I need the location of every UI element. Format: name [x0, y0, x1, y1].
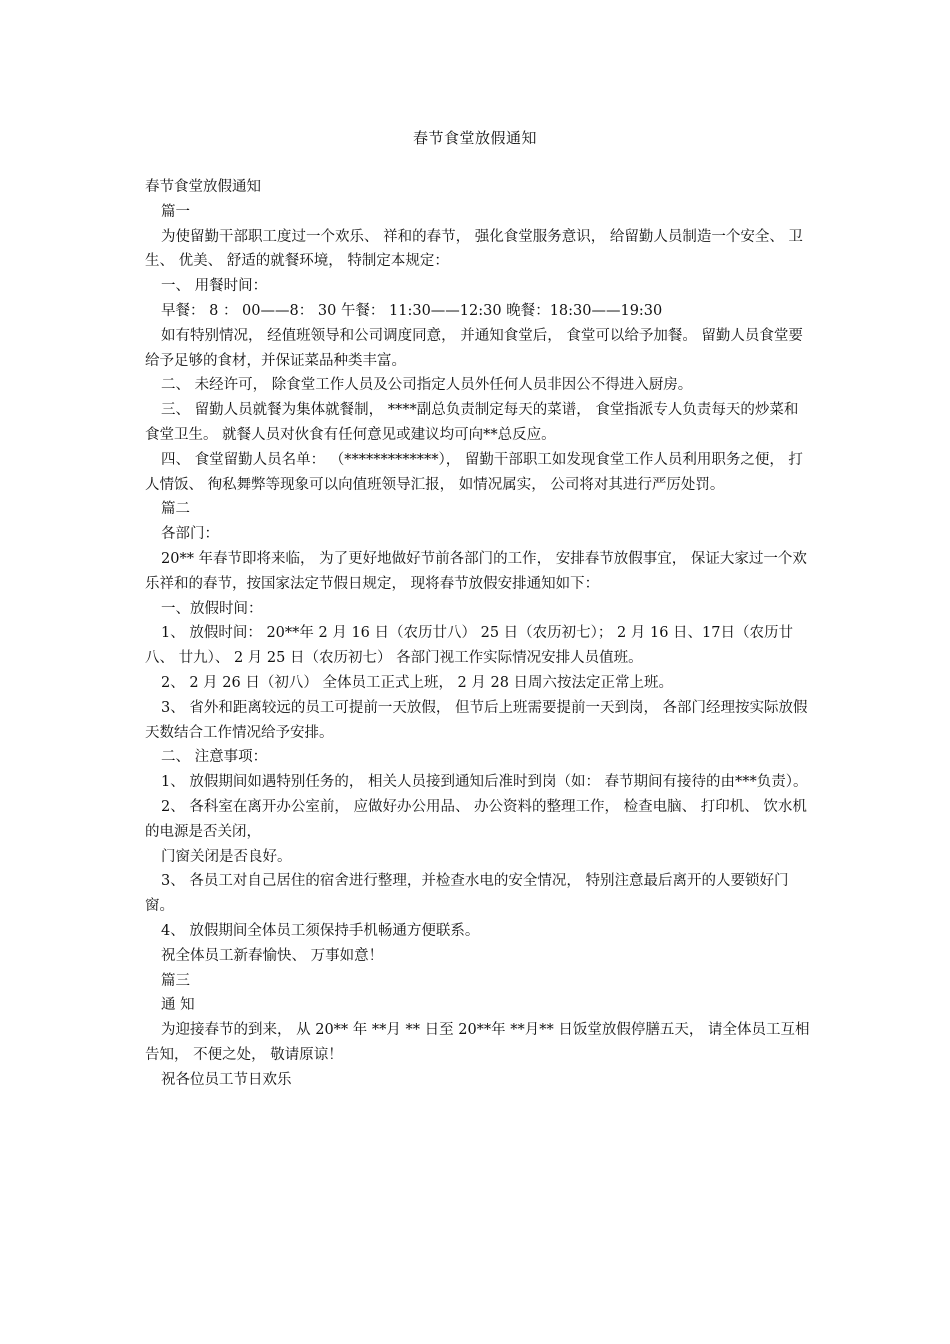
paragraph: 为使留勤干部职工度过一个欢乐、 祥和的春节， 强化食堂服务意识， 给留勤人员制造一个安全、 卫生、 优美、 舒适的就餐环境， 特制定本规定：: [145, 228, 803, 270]
paragraph: 1、 放假期间如遇特别任务的， 相关人员接到通知后准时到岗（如： 春节期间有接待的由***负责）。: [161, 774, 808, 791]
section-heading-part-3: 篇三: [161, 972, 190, 989]
paragraph: 20** 年春节即将来临， 为了更好地做好节前各部门的工作， 安排春节放假事宜， 保证大家过一个欢乐祥和的春节，按国家法定节假日规定， 现将春节放假安排通知如下：: [145, 550, 807, 592]
paragraph: 二、 注意事项：: [161, 749, 268, 766]
paragraph: 如有特别情况， 经值班领导和公司调度同意， 并通知食堂后， 食堂可以给予加餐。 留勤人员食堂要给予足够的食材，并保证菜品种类丰富。: [145, 327, 803, 369]
paragraph: 四、 食堂留勤人员名单： （*************）， 留勤干部职工如发现食堂工作人员利用职务之便， 打人情饭、 徇私舞弊等现象可以向值班领导汇报， 如情况属实， 公司将对其进行严厉处罚。: [145, 451, 803, 493]
paragraph: 2、 2 月 26 日（初八） 全体员工正式上班， 2 月 28 日周六按法定正常上班。: [161, 674, 674, 691]
paragraph: 春节食堂放假通知: [145, 179, 261, 195]
paragraph: 4、 放假期间全体员工须保持手机畅通方便联系。: [161, 922, 480, 939]
document-body: [145, 175, 810, 1092]
paragraph: 一、 用餐时间：: [161, 278, 268, 295]
paragraph: 早餐： 8 ： 00——8： 30 午餐： 11:30——12:30 晚餐：18:30——19:30: [161, 302, 663, 319]
paragraph: 二、 未经许可， 除食堂工作人员及公司指定人员外任何人员非因公不得进入厨房。: [161, 377, 693, 394]
paragraph: 1、 放假时间： 20**年 2 月 16 日（农历廿八） 25 日（农历初七）； 2 月 16 日、17日（农历廿八、 廿九）、 2 月 25 日（农历初七） 各部门视工作实际情况安排人员值班。: [145, 625, 793, 667]
paragraph: 为迎接春节的到来， 从 20** 年 **月 ** 日至 20**年 **月** 日饭堂放假停膳五天， 请全体员工互相告知， 不便之处， 敬请原谅！: [145, 1022, 810, 1063]
section-heading-part-2: 篇二: [161, 501, 190, 518]
paragraph: 三、 留勤人员就餐为集体就餐制， ****副总负责制定每天的菜谱， 食堂指派专人负责每天的炒菜和食堂卫生。 就餐人员对伙食有任何意见或建议均可向**总反应。: [145, 402, 799, 443]
notice-heading: 通 知: [161, 997, 195, 1014]
paragraph: 各部门：: [161, 526, 219, 543]
paragraph: 2、 各科室在离开办公室前， 应做好办公用品、 办公资料的整理工作， 检查电脑、 打印机、 饮水机的电源是否关闭，: [145, 798, 807, 840]
paragraph: 一、放假时间：: [161, 600, 263, 617]
paragraph: 3、 省外和距离较远的员工可提前一天放假， 但节后上班需要提前一天到岗， 各部门经理按实际放假天数结合工作情况给予安排。: [145, 699, 808, 741]
section-heading-part-1: 篇一: [161, 203, 190, 220]
paragraph: 祝各位员工节日欢乐: [161, 1071, 292, 1088]
paragraph: 门窗关闭是否良好。: [161, 848, 292, 865]
document-title: 春节食堂放假通知: [412, 129, 537, 147]
paragraph: 祝全体员工新春愉快、 万事如意！: [161, 947, 384, 964]
paragraph: 3、 各员工对自己居住的宿舍进行整理，并检查水电的安全情况， 特别注意最后离开的人要锁好门窗。: [145, 873, 789, 915]
